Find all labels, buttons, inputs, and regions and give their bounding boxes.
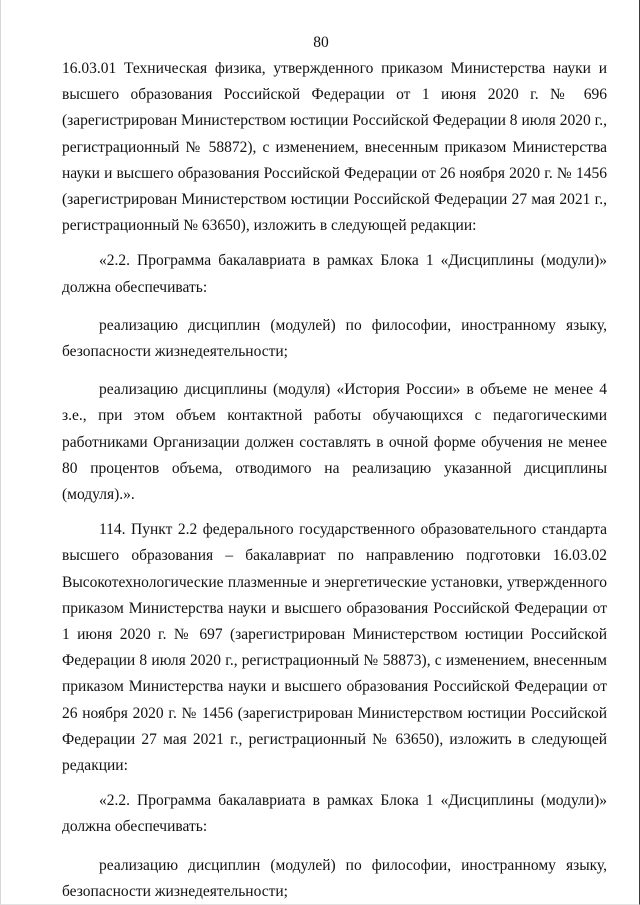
paragraph-quote-clause-2: «2.2. Программа бакалавриата в рамках Блока 1 «Дисциплины (модули)» должна обеспечивать: xyxy=(62,792,607,836)
paragraph-disciplines-2: реализацию дисциплин (модулей) по философии, иностранному языку, безопасности жизнедеятельности; xyxy=(62,856,607,900)
page-number: 80 xyxy=(313,34,329,51)
document-body xyxy=(62,56,607,905)
paragraph-history: реализацию дисциплины (модуля) «История России» в объеме не менее 4 з.е., при этом объем контактной работы обучающихся с педагогическими работниками Организации должен составлять в очной форме обучения не менее 80 процентов объема, отводимого на реализацию указанной дисциплины (модуля).». xyxy=(62,381,607,504)
paragraph-disciplines: реализацию дисциплин (модулей) по философии, иностранному языку, безопасности жизнедеятельности; xyxy=(62,316,607,361)
paragraph-continuation: 16.03.01 Техническая физика, утвержденного приказом Министерства науки и высшего образования Российской Федерации от 1 июня 2020 г. № 696 (зарегистрирован Министерством юстиции Российской Федерации 8 июля 2020 г., регистрационный № 58872), с изменением, внесенным приказом Министерства науки и высшего образования Российской Федерации от 26 ноября 2020 г. № 1456 (зарегистрирован Министерством юстиции Российской Федерации 27 мая 2021 г., регистрационный № 63650), изложить в следующей редакции: xyxy=(62,60,607,235)
paragraph-quote-clause: «2.2. Программа бакалавриата в рамках Блока 1 «Дисциплины (модули)» должна обеспечивать: xyxy=(62,252,607,296)
paragraph-item-114: 114. Пункт 2.2 федерального государственного образовательного стандарта высшего образования – бакалавриат по направлению подготовки 16.03.02 Высокотехнологические плазменные и энергетические установки, утвержденного приказом Министерства науки и высшего образования Российской Федерации от 1 июня 2020 г. № 697 (зарегистрирован Министерством юстиции Российской Федерации 8 июля 2020 г., регистрационный № 58873), с изменением, внесенным приказом Министерства науки и высшего образования Российской Федерации от 26 ноября 2020 г. № 1456 (зарегистрирован Министерством юстиции Российской Федерации 27 мая 2021 г., регистрационный № 63650), изложить в следующей редакции: xyxy=(62,521,607,775)
